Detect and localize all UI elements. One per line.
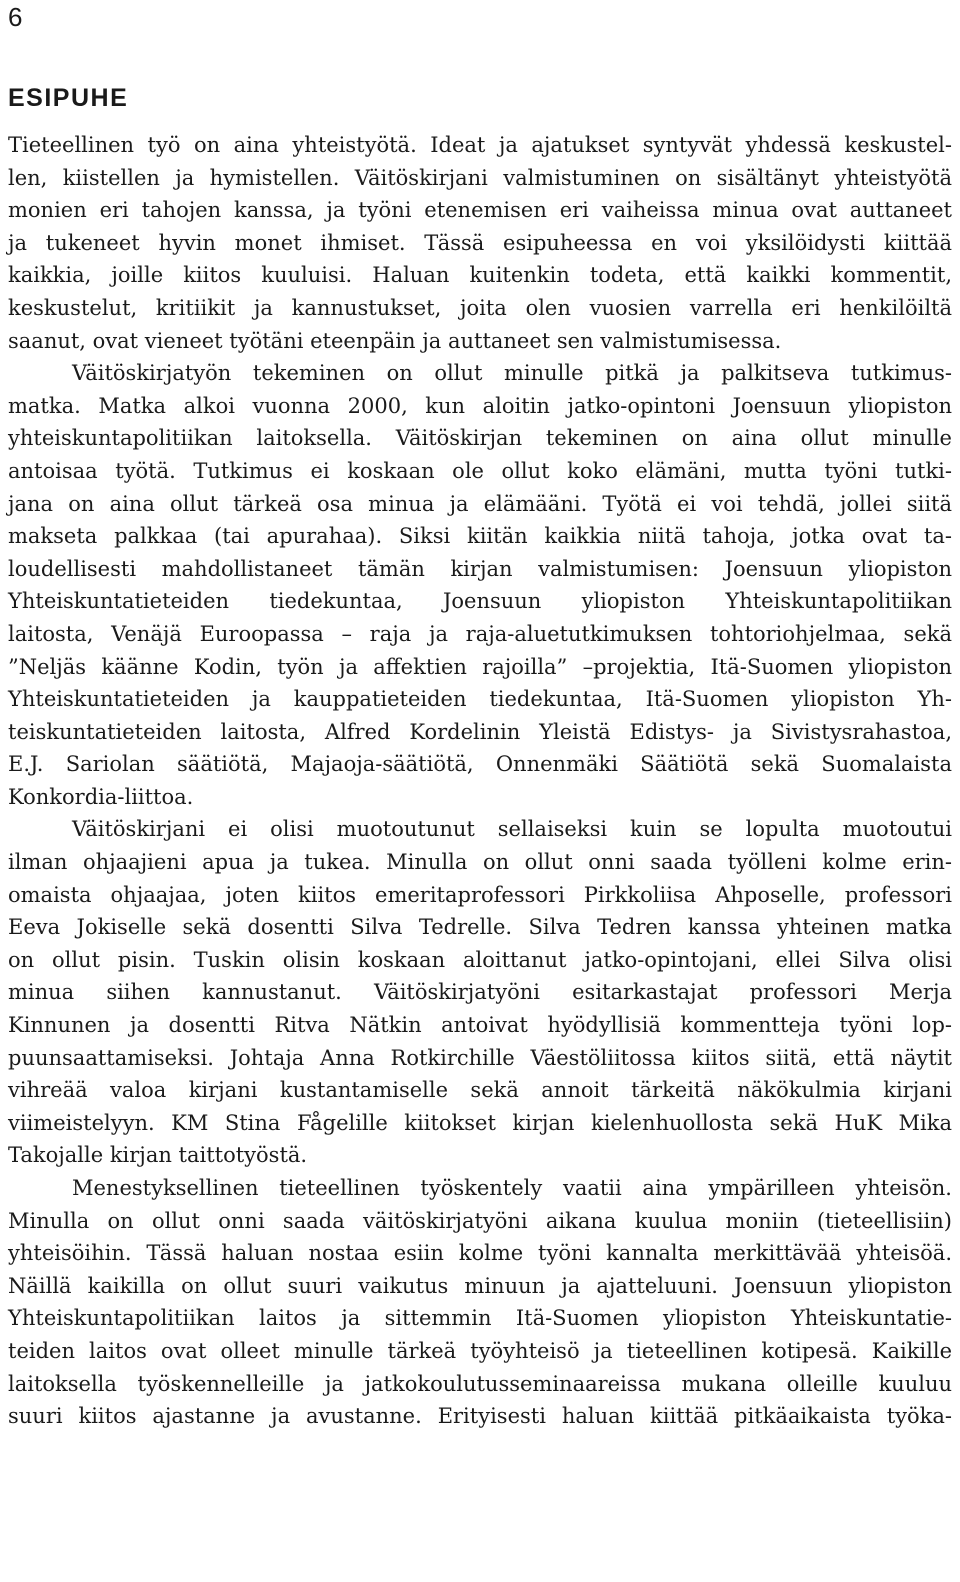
text-line: matka. Matka alkoi vuonna 2000, kun aloitin jatko-opintoni Joensuun yliopiston bbox=[8, 393, 952, 418]
text-line: Minulla on ollut onni saada väitöskirjatyöni aikana kuulua moniin (tieteellisiin) bbox=[8, 1208, 952, 1233]
text-line: Takojalle kirjan taittotyöstä. bbox=[8, 1143, 308, 1168]
text-line: viimeistelyyn. KM Stina Fågelille kiitokset kirjan kielenhuollosta sekä HuK Mika bbox=[8, 1110, 952, 1135]
text-line: laitosta, Venäjä Euroopassa – raja ja raja-aluetutkimuksen tohtoriohjelmaa, sekä bbox=[8, 621, 952, 646]
text-line: antoisaa työtä. Tutkimus ei koskaan ole ollut koko elämäni, mutta työni tutki- bbox=[8, 458, 952, 483]
text-line: Tieteellinen työ on aina yhteistyötä. Ideat ja ajatukset syntyvät yhdessä keskustel- bbox=[8, 133, 952, 157]
text-line: Näillä kaikilla on ollut suuri vaikutus minuun ja ajatteluuni. Joensuun yliopiston bbox=[8, 1273, 952, 1298]
text-line: on ollut pisin. Tuskin olisin koskaan aloittanut jatko-opintojani, ellei Silva olisi bbox=[8, 947, 952, 972]
text-line: Yhteiskuntatieteiden ja kauppatieteiden tiedekuntaa, Itä-Suomen yliopiston Yh- bbox=[8, 687, 952, 712]
text-line: Menestyksellinen tieteellinen työskentely vaatii aina ympärilleen yhteisön. bbox=[72, 1176, 952, 1200]
text-line: Yhteiskuntatieteiden tiedekuntaa, Joensuun yliopiston Yhteiskuntapolitiikan bbox=[8, 589, 952, 614]
text-line: len, kiistellen ja hymistellen. Väitöskirjani valmistuminen on sisältänyt yhteistyötä bbox=[8, 165, 952, 190]
text-line: ilman ohjaajieni apua ja tukea. Minulla on ollut onni saada työlleni kolme erin- bbox=[8, 850, 952, 875]
text-line: omaista ohjaajaa, joten kiitos emeritaprofessori Pirkkoliisa Ahposelle, professori bbox=[8, 882, 952, 907]
text-line: jana on aina ollut tärkeä osa minua ja elämääni. Työtä ei voi tehdä, jollei siitä bbox=[8, 491, 952, 516]
text-line: puunsaattamiseksi. Johtaja Anna Rotkirchille Väestöliitossa kiitos siitä, että näytit bbox=[8, 1045, 952, 1070]
text-line: minua siihen kannustanut. Väitöskirjatyöni esitarkastajat professori Merja bbox=[8, 980, 952, 1005]
text-line: kaikkia, joille kiitos kuuluisi. Haluan kuitenkin todeta, että kaikki kommentit, bbox=[8, 263, 952, 288]
text-line: Eeva Jokiselle sekä dosentti Silva Tedrelle. Silva Tedren kanssa yhteinen matka bbox=[8, 915, 952, 940]
text-line: suuri kiitos ajastanne ja avustanne. Erityisesti haluan kiittää pitkäaikaista työka- bbox=[8, 1404, 952, 1429]
text-line: vihreää valoa kirjani kustantamiselle sekä annoit tärkeitä näkökulmia kirjani bbox=[8, 1078, 952, 1103]
text-line: Väitöskirjatyön tekeminen on ollut minulle pitkä ja palkitseva tutkimus- bbox=[72, 361, 952, 386]
page-number: 6 bbox=[8, 2, 23, 32]
text-line: loudellisesti mahdollistaneet tämän kirjan valmistumisen: Joensuun yliopiston bbox=[8, 556, 952, 581]
text-line: Konkordia-liittoa. bbox=[8, 784, 194, 809]
text-line: keskustelut, kritiikit ja kannustukset, joita olen vuosien varrella eri henkilöiltä bbox=[8, 295, 952, 320]
body-text bbox=[8, 129, 952, 1433]
text-line: Väitöskirjani ei olisi muotoutunut sellaiseksi kuin se lopulta muotoutui bbox=[72, 817, 952, 842]
text-line: yhteiskuntapolitiikan laitoksella. Väitöskirjan tekeminen on aina ollut minulle bbox=[8, 426, 952, 451]
text-line: Kinnunen ja dosentti Ritva Nätkin antoivat hyödyllisiä kommentteja työni lop- bbox=[8, 1013, 952, 1038]
text-line: ja tukeneet hyvin monet ihmiset. Tässä esipuheessa en voi yksilöidysti kiittää bbox=[8, 230, 952, 255]
text-line: laitoksella työskennelleille ja jatkokoulutusseminaareissa mukana olleille kuuluu bbox=[8, 1371, 952, 1396]
text-line: yhteisöihin. Tässä haluan nostaa esiin kolme työni kannalta merkittävää yhteisöä. bbox=[8, 1241, 952, 1266]
text-line: saanut, ovat vieneet työtäni eteenpäin ja auttaneet sen valmistumisessa. bbox=[8, 328, 782, 353]
text-line: makseta palkkaa (tai apurahaa). Siksi kiitän kaikkia niitä tahoja, jotka ovat ta- bbox=[8, 524, 952, 549]
section-heading: ESIPUHE bbox=[8, 84, 129, 112]
text-line: teiskuntatieteiden laitosta, Alfred Kordelinin Yleistä Edistys- ja Sivistysrahastoa, bbox=[8, 719, 952, 744]
text-line: teiden laitos ovat olleet minulle tärkeä työyhteisö ja tieteellinen kotipesä. Kaikille bbox=[8, 1338, 952, 1363]
text-line: monien eri tahojen kanssa, ja työni etenemisen eri vaiheissa minua ovat auttaneet bbox=[8, 198, 952, 223]
text-line: ”Neljäs käänne Kodin, työn ja affektien rajoilla” –projektia, Itä-Suomen yliopiston bbox=[8, 654, 952, 679]
text-line: E.J. Sariolan säätiötä, Majaoja-säätiötä, Onnenmäki Säätiötä sekä Suomalaista bbox=[8, 752, 952, 777]
text-line: Yhteiskuntapolitiikan laitos ja sittemmin Itä-Suomen yliopiston Yhteiskuntatie- bbox=[8, 1306, 952, 1331]
